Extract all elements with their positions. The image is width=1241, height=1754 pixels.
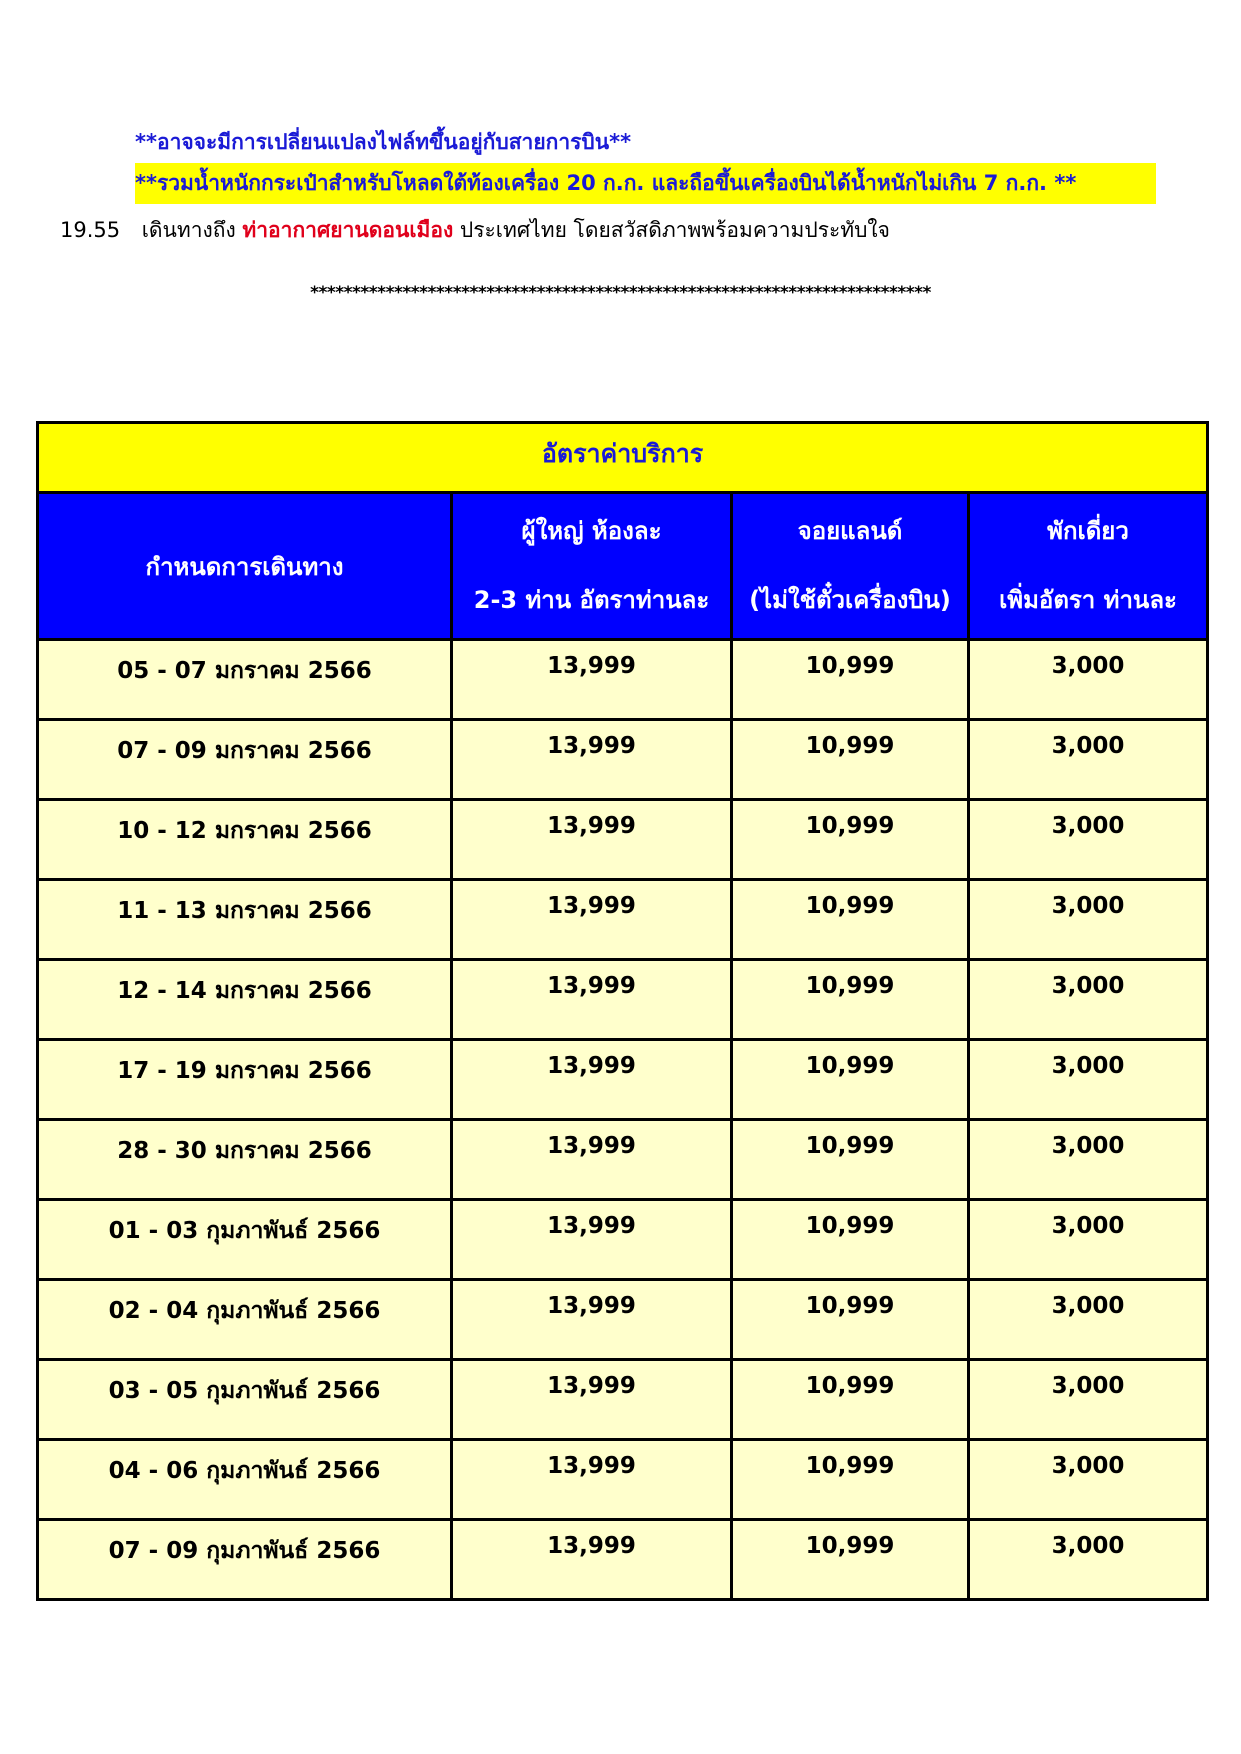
row-joinland-price: 10,999: [732, 640, 969, 720]
row-joinland-price: 10,999: [732, 1040, 969, 1120]
row-adult-price: 13,999: [452, 1520, 732, 1600]
row-adult-price: 13,999: [452, 640, 732, 720]
header-adult-line2: 2-3 ท่าน อัตราท่านละ: [473, 586, 710, 614]
header-joinland-line2: (ไม่ใช้ตั๋วเครื่องบิน): [749, 586, 951, 614]
row-joinland-price: 10,999: [732, 880, 969, 960]
row-single-supplement: 3,000: [969, 1360, 1208, 1440]
table-row: [38, 960, 1208, 1040]
header-joinland-line1: จอยแลนด์: [797, 517, 903, 546]
arrival-line: [60, 214, 890, 247]
table-row: [38, 1520, 1208, 1600]
flight-change-note: **อาจจะมีการเปลี่ยนแปลงไฟล์ทขึ้นอยู่กับสายการบิน**: [135, 130, 632, 154]
row-single-supplement: 3,000: [969, 1200, 1208, 1280]
row-single-supplement: 3,000: [969, 880, 1208, 960]
row-date: 11 - 13 มกราคม 2566: [38, 880, 452, 960]
table-title: อัตราค่าบริการ: [38, 423, 1208, 493]
baggage-note: **รวมน้ำหนักกระเป๋าสำหรับโหลดใต้ท้องเครื่อง 20 ก.ก. และถือขึ้นเครื่องบินได้น้ำหนักไม่เกิน 7 ก.ก. **: [135, 163, 1156, 204]
row-date: 07 - 09 มกราคม 2566: [38, 720, 452, 800]
row-date: 05 - 07 มกราคม 2566: [38, 640, 452, 720]
table-row: [38, 880, 1208, 960]
arrival-airport: ท่าอากาศยานดอนเมือง: [242, 218, 454, 242]
table-row: [38, 1440, 1208, 1520]
row-joinland-price: 10,999: [732, 1360, 969, 1440]
row-joinland-price: 10,999: [732, 1200, 969, 1280]
row-single-supplement: 3,000: [969, 1280, 1208, 1360]
row-adult-price: 13,999: [452, 1280, 732, 1360]
header-adult-line1: ผู้ใหญ่ ห้องละ: [521, 517, 662, 546]
row-joinland-price: 10,999: [732, 1120, 969, 1200]
row-date: 28 - 30 มกราคม 2566: [38, 1120, 452, 1200]
row-joinland-price: 10,999: [732, 1440, 969, 1520]
row-date: 04 - 06 กุมภาพันธ์ 2566: [38, 1440, 452, 1520]
row-single-supplement: 3,000: [969, 1120, 1208, 1200]
row-single-supplement: 3,000: [969, 1040, 1208, 1120]
row-date: 17 - 19 มกราคม 2566: [38, 1040, 452, 1120]
row-date: 02 - 04 กุมภาพันธ์ 2566: [38, 1280, 452, 1360]
row-single-supplement: 3,000: [969, 800, 1208, 880]
table-row: [38, 1360, 1208, 1440]
row-single-supplement: 3,000: [969, 1440, 1208, 1520]
row-date: 10 - 12 มกราคม 2566: [38, 800, 452, 880]
header-date: [38, 493, 452, 640]
table-row: [38, 720, 1208, 800]
row-joinland-price: 10,999: [732, 1520, 969, 1600]
row-adult-price: 13,999: [452, 960, 732, 1040]
table-row: [38, 800, 1208, 880]
row-single-supplement: 3,000: [969, 960, 1208, 1040]
row-joinland-price: 10,999: [732, 720, 969, 800]
row-date: 03 - 05 กุมภาพันธ์ 2566: [38, 1360, 452, 1440]
row-single-supplement: 3,000: [969, 720, 1208, 800]
row-joinland-price: 10,999: [732, 1280, 969, 1360]
table-row: [38, 1280, 1208, 1360]
row-adult-price: 13,999: [452, 1120, 732, 1200]
table-row: [38, 640, 1208, 720]
header-joinland: [732, 493, 969, 640]
arrival-time: 19.55: [60, 218, 121, 242]
row-joinland-price: 10,999: [732, 960, 969, 1040]
header-adult: [452, 493, 732, 640]
table-row: [38, 1120, 1208, 1200]
row-date: 01 - 03 กุมภาพันธ์ 2566: [38, 1200, 452, 1280]
table-row: [38, 1200, 1208, 1280]
row-date: 12 - 14 มกราคม 2566: [38, 960, 452, 1040]
row-single-supplement: 3,000: [969, 640, 1208, 720]
header-single-line2: เพิ่มอัตรา ท่านละ: [999, 586, 1177, 614]
row-joinland-price: 10,999: [732, 800, 969, 880]
row-adult-price: 13,999: [452, 1040, 732, 1120]
row-adult-price: 13,999: [452, 1360, 732, 1440]
header-single-line1: พักเดี่ยว: [1047, 517, 1129, 546]
row-adult-price: 13,999: [452, 720, 732, 800]
row-adult-price: 13,999: [452, 1440, 732, 1520]
header-single: [969, 493, 1208, 640]
row-date: 07 - 09 กุมภาพันธ์ 2566: [38, 1520, 452, 1600]
row-adult-price: 13,999: [452, 800, 732, 880]
row-single-supplement: 3,000: [969, 1520, 1208, 1600]
arrival-suffix: ประเทศไทย โดยสวัสดิภาพพร้อมความประทับใจ: [459, 218, 890, 242]
table-row: [38, 1040, 1208, 1120]
row-adult-price: 13,999: [452, 1200, 732, 1280]
row-adult-price: 13,999: [452, 880, 732, 960]
separator-line: **************************************************************************: [310, 283, 931, 303]
price-table: [36, 421, 1209, 1601]
header-date-label: กำหนดการเดินทาง: [145, 552, 344, 581]
arrival-prefix: เดินทางถึง: [141, 218, 236, 242]
